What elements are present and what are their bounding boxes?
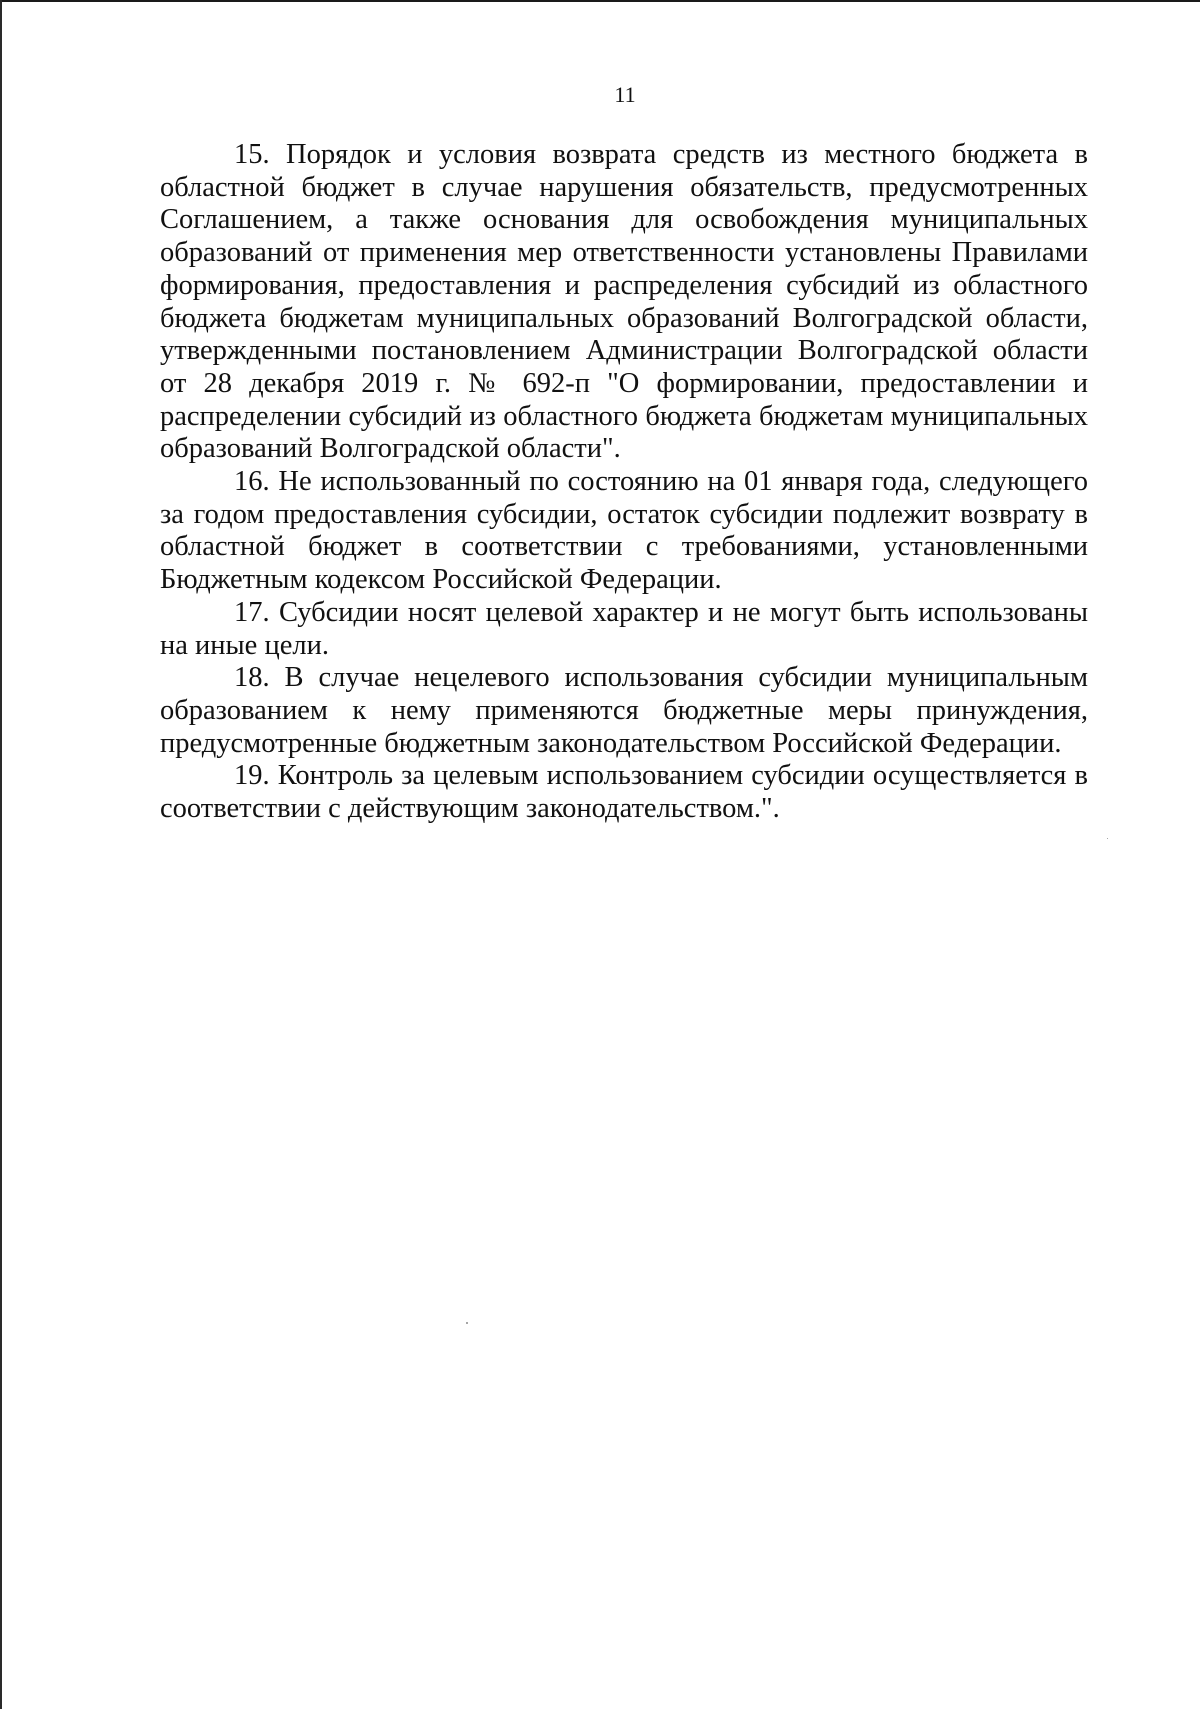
scan-speck	[466, 1322, 468, 1324]
page-number: 11	[614, 82, 636, 107]
paragraph-18: 18. В случае нецелевого использования субсидии муниципальным образованием к нему применяются бюджетные меры принуждения, предусмотренные бюджетным законодательством Российской Федерации.	[160, 662, 1088, 759]
document-body	[160, 139, 1088, 826]
paragraph-17: 17. Субсидии носят целевой характер и не могут быть использованы на иные цели.	[160, 596, 1088, 661]
scan-speck	[1107, 838, 1108, 839]
scan-edge-left	[0, 0, 2, 1709]
paragraph-16: 16. Не использованный по состоянию на 01 января года, следующего за годом предоставления субсидии, остаток субсидии подлежит возврату в областной бюджет в соответствии с требованиями, установленными Бюджетным кодексом Российской Федерации.	[160, 466, 1088, 596]
scan-edge-top	[0, 0, 1200, 2]
paragraph-19: 19. Контроль за целевым использованием субсидии осуществляется в соответствии с действующим законодательством.".	[160, 760, 1088, 825]
paragraph-15: 15. Порядок и условия возврата средств из местного бюджета в областной бюджет в случае нарушения обязательств, предусмотренных Соглашением, а также основания для освобождения муниципальных образований от применения мер ответственности установлены Правилами формирования, предоставления и распределения субсидий из областного бюджета бюджетам муниципальных образований Волгоградской области, утвержденными постановлением Администрации Волгоградской области от 28 декабря 2019 г. № 692-п "О формировании, предоставлении и распределении субсидий из областного бюджета бюджетам муниципальных образований Волгоградской области".	[160, 139, 1088, 465]
